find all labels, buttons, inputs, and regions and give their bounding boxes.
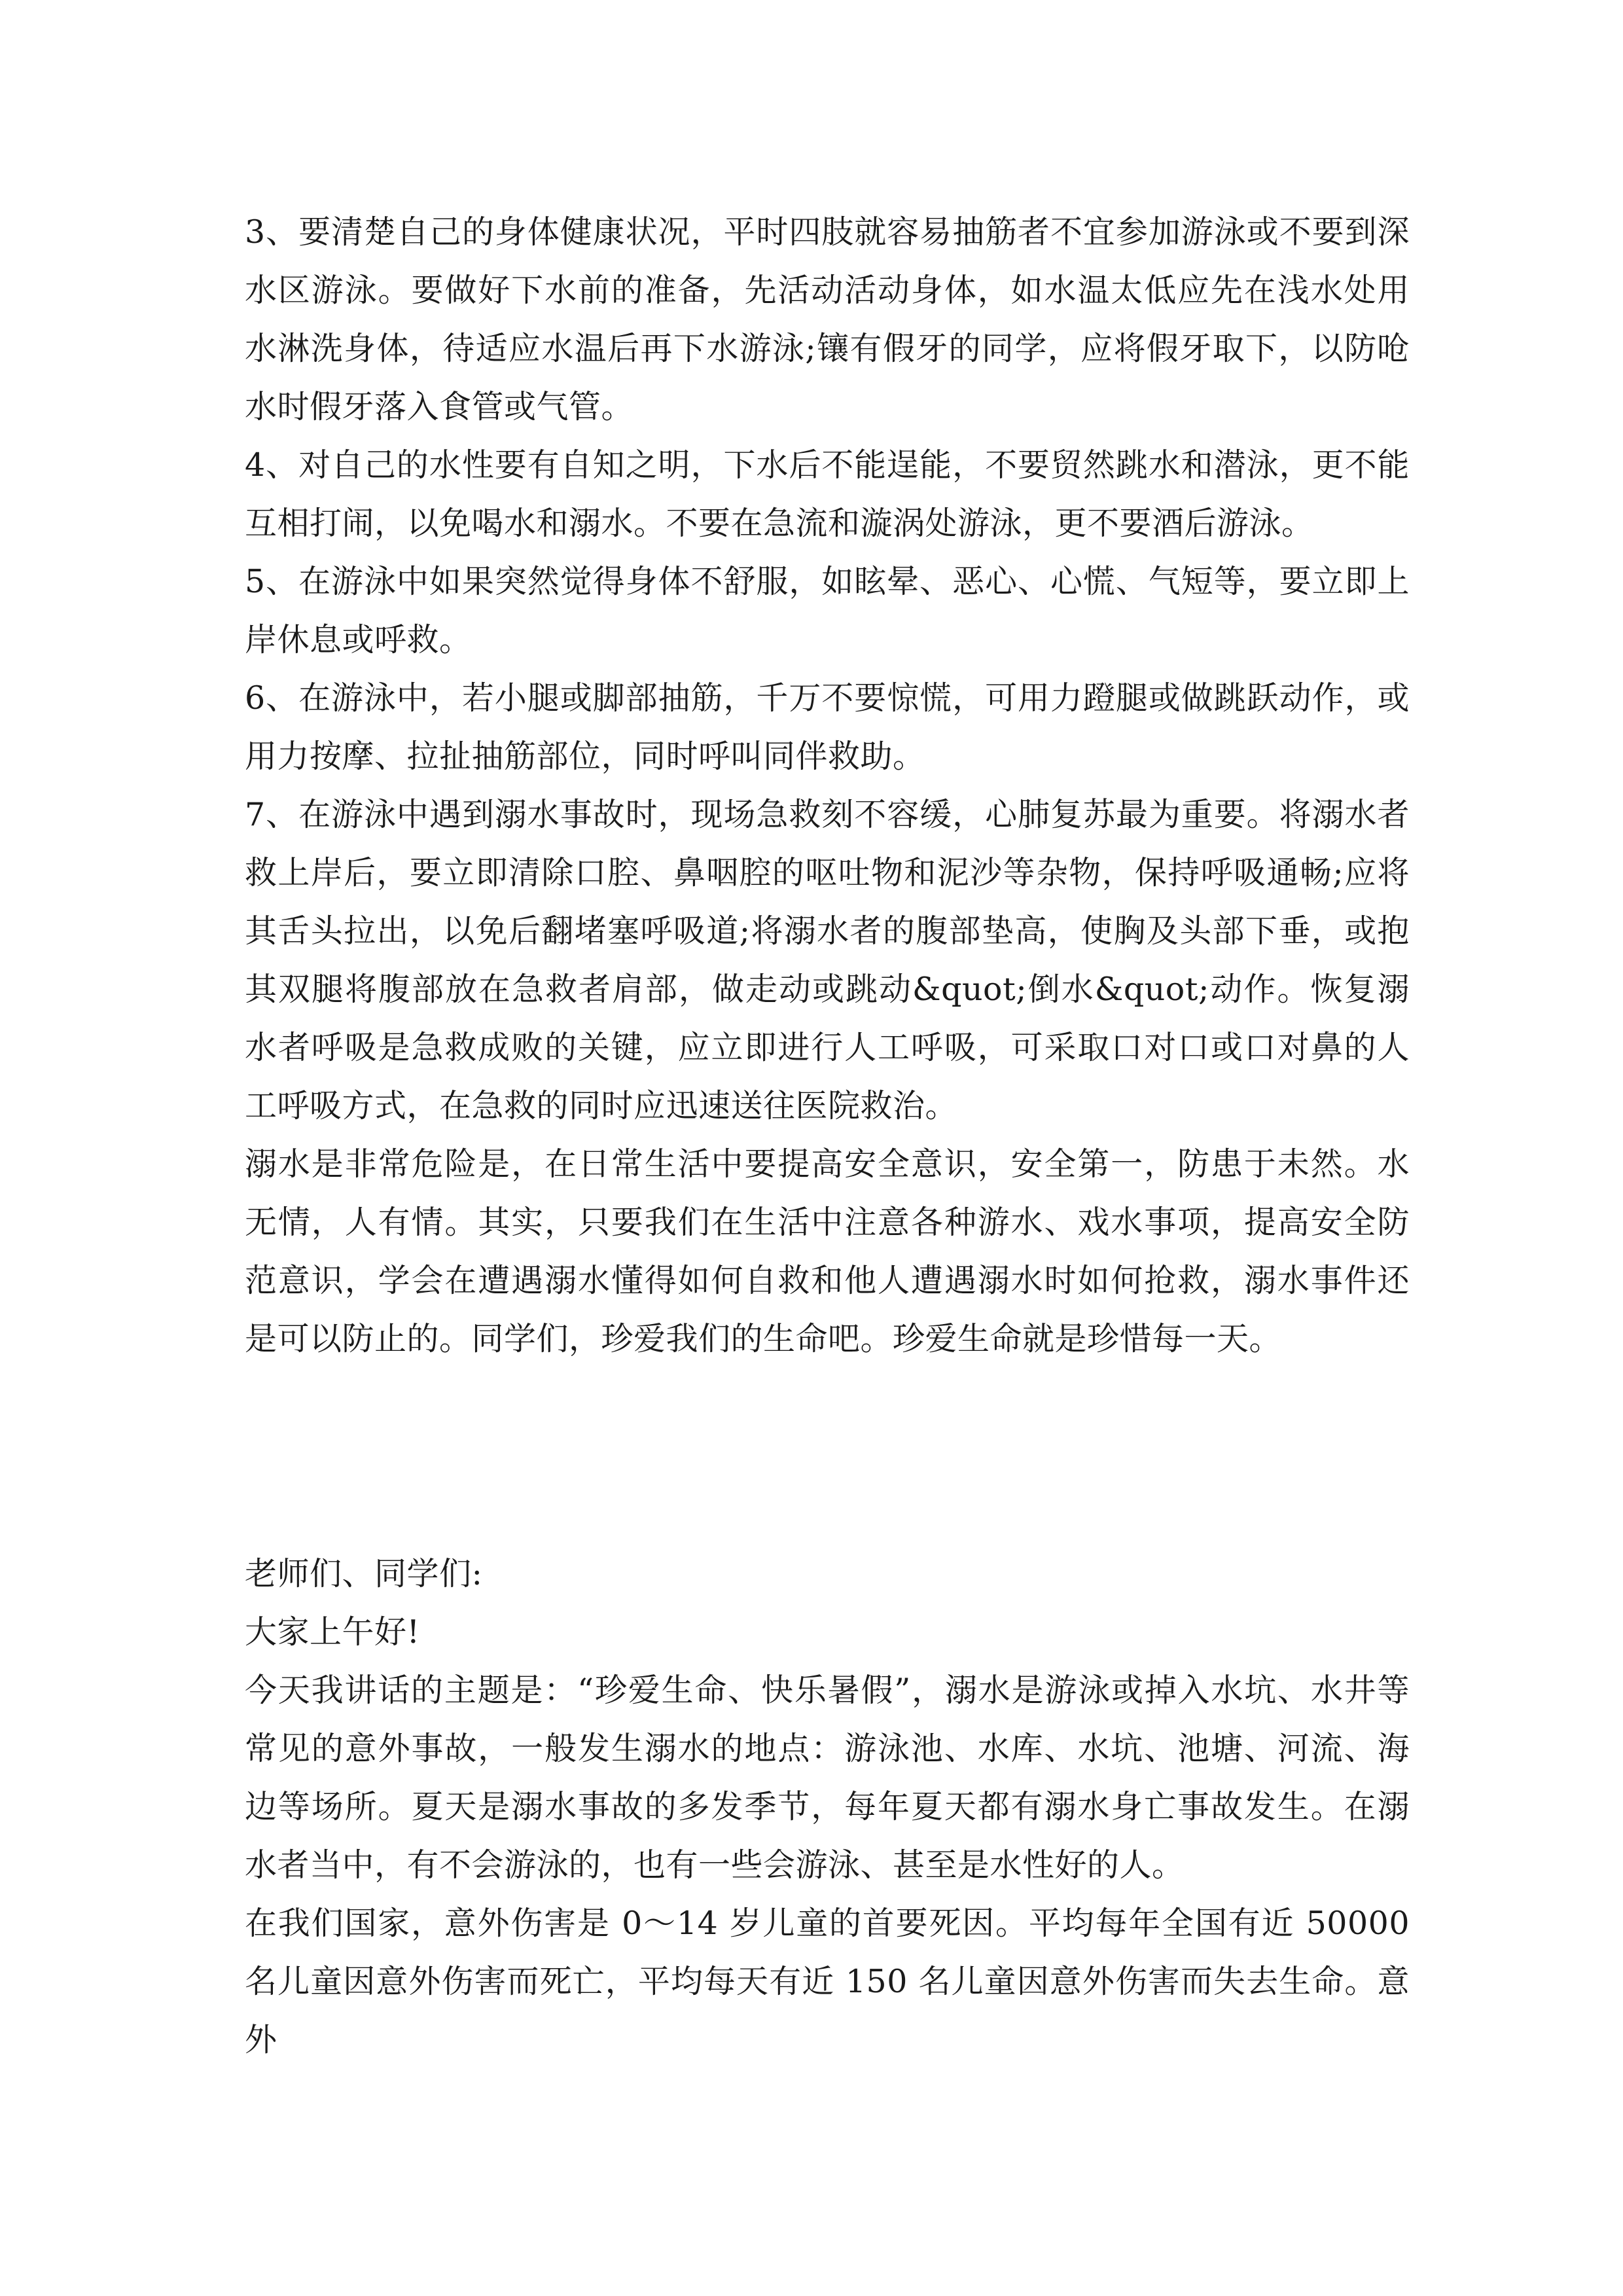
tip-3-paragraph: 3、要清楚自己的身体健康状况，平时四肢就容易抽筋者不宜参加游泳或不要到深水区游泳。要做好下水前的准备，先活动活动身体，如水温太低应先在浅水处用水淋洗身体，待适应水温后再下水游泳;镶有假牙的同学，应将假牙取下，以防呛水时假牙落入食管或气管。 [245,213,1410,425]
tip-6-paragraph: 6、在游泳中，若小腿或脚部抽筋，千万不要惊慌，可用力蹬腿或做跳跃动作，或用力按摩、拉扯抽筋部位，同时呼叫同伴救助。 [245,679,1410,775]
speech-salutation: 老师们、同学们: [245,1555,483,1592]
conclusion-paragraph: 溺水是非常危险是，在日常生活中要提高安全意识，安全第一，防患于未然。水无情，人有情。其实，只要我们在生活中注意各种游水、戏水事项，提高安全防范意识，学会在遭遇溺水懂得如何自救和他人遭遇溺水时如何抢救，溺水事件还是可以防止的。同学们，珍爱我们的生命吧。珍爱生命就是珍惜每一天。 [245,1145,1410,1357]
tip-7-paragraph: 7、在游泳中遇到溺水事故时，现场急救刻不容缓，心肺复苏最为重要。将溺水者救上岸后，要立即清除口腔、鼻咽腔的呕吐物和泥沙等杂物，保持呼吸通畅;应将其舌头拉出，以免后翻堵塞呼吸道;将溺水者的腹部垫高，使胸及头部下垂，或抱其双腿将腹部放在急救者肩部，做走动或跳动&quot;倒水&quot;动作。恢复溺水者呼吸是急救成败的关键，应立即进行人工呼吸，可采取口对口或口对鼻的人工呼吸方式，在急救的同时应迅速送往医院救治。 [245,796,1410,1124]
safety-tips-section [245,203,1410,1368]
speech-greeting: 大家上午好! [245,1613,420,1651]
speech-statistics-paragraph: 在我们国家，意外伤害是 0～14 岁儿童的首要死因。平均每年全国有近 50000 名儿童因意外伤害而死亡，平均每天有近 150 名儿童因意外伤害而失去生命。意外 [245,1905,1410,2058]
speech-section [245,1545,1410,2069]
tip-4-paragraph: 4、对自己的水性要有自知之明，下水后不能逞能，不要贸然跳水和潜泳，更不能互相打闹，以免喝水和溺水。不要在急流和漩涡处游泳，更不要酒后游泳。 [245,446,1410,542]
speech-topic-paragraph: 今天我讲话的主题是：“珍爱生命、快乐暑假”，溺水是游泳或掉入水坑、水井等常见的意外事故，一般发生溺水的地点：游泳池、水库、水坑、池塘、河流、海边等场所。夏天是溺水事故的多发季节，每年夏天都有溺水身亡事故发生。在溺水者当中，有不会游泳的，也有一些会游泳、甚至是水性好的人。 [245,1672,1410,1884]
tip-5-paragraph: 5、在游泳中如果突然觉得身体不舒服，如眩晕、恶心、心慌、气短等，要立即上岸休息或呼救。 [245,563,1410,658]
